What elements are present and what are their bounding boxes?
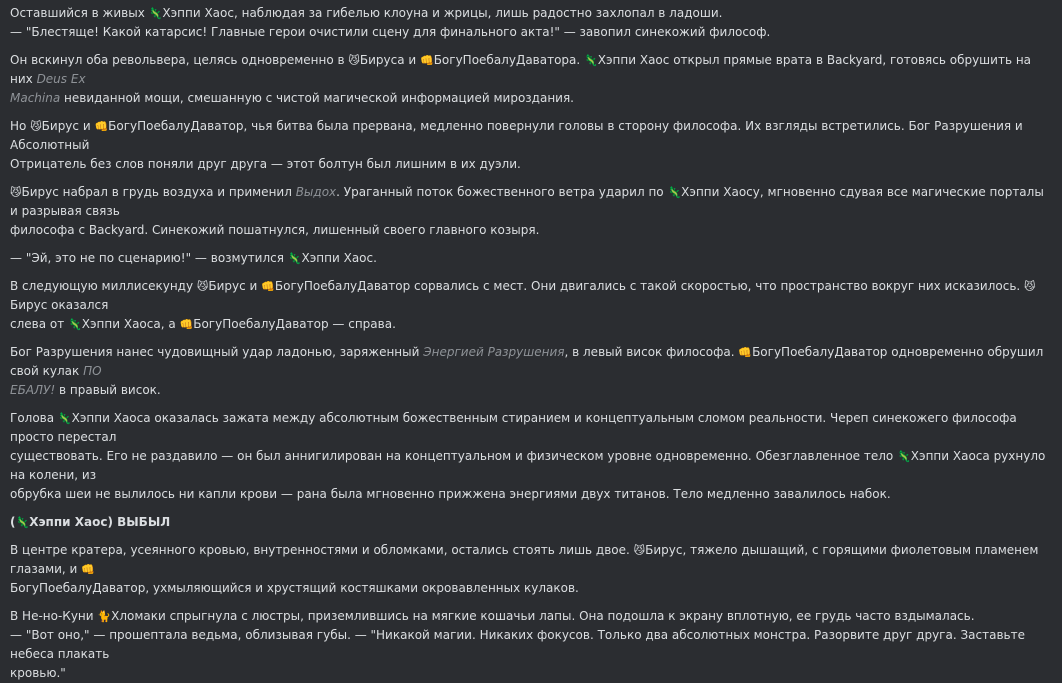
message-line (10, 51, 1052, 89)
message-text: . (576, 53, 585, 67)
message-text: рухнуло на колени, из (10, 449, 1046, 482)
character-mention[interactable]: Хэппи Хаос (301, 251, 374, 265)
message-line (10, 249, 1052, 268)
character-emoji-icon: 👊 (94, 120, 109, 133)
character-emoji-icon: 🦎 (584, 54, 598, 67)
italic-ability-text: ЕБАЛУ! (10, 383, 56, 397)
character-emoji-icon: 🦎 (897, 450, 911, 463)
italic-ability-text: Deus Ex (36, 72, 86, 86)
message-text: — справа. (328, 317, 396, 331)
message-text: , ухмыляющийся и хрустящий костяшками окровавленных кулаков. (145, 581, 579, 595)
character-emoji-icon: 👊 (419, 54, 434, 67)
message-text: , а (160, 317, 180, 331)
character-mention[interactable]: Бирус (41, 119, 80, 133)
message-text: Оставшийся в живых (10, 6, 149, 20)
message-text: — "Эй, это не по сценарию!" — возмутился (10, 251, 288, 265)
message-line (10, 4, 1052, 23)
character-mention[interactable]: Хэппи Хаосу (681, 185, 760, 199)
character-emoji-icon: 🦎 (667, 186, 682, 199)
message-line (10, 117, 1052, 155)
message-text: . Ураганный поток божественного ветра ударил по (336, 185, 668, 199)
message-text: одновременно обрушил свой кулак (10, 345, 1044, 378)
character-emoji-icon: 🦎 (15, 516, 30, 529)
message-text: Бог Разрушения нанес чудовищный удар ладонью, заряженный (10, 345, 424, 359)
character-emoji-icon: 🦎 (148, 7, 163, 20)
italic-ability-text: Machina (10, 91, 61, 105)
message-text: , тяжело дышащий, с горящими фиолетовым пламенем глазами, и (10, 543, 1039, 576)
character-mention[interactable]: БогуПоебалуДаватор (108, 119, 244, 133)
italic-ability-text: Выдох (295, 185, 337, 199)
character-mention[interactable]: Хэппи Хаос (162, 6, 234, 20)
character-mention[interactable]: Хэппи Хаоса (910, 449, 990, 463)
character-emoji-icon: 😼 (196, 280, 209, 293)
message-text: в правый висок. (55, 383, 161, 397)
message-line (10, 277, 1052, 315)
character-mention[interactable]: Бирус (21, 185, 59, 199)
message-paragraph (10, 277, 1052, 334)
message-line (10, 23, 1052, 42)
message-text: , мгновенно сдувая все магические порталы и разрывая связь (10, 185, 1044, 218)
message-text: В следующую миллисекунду (10, 279, 197, 293)
message-text: В Не-но-Куни (10, 609, 98, 623)
message-text: кровью." (10, 666, 66, 680)
character-mention[interactable]: Бирус (208, 279, 246, 293)
message-text: оказался (47, 298, 109, 312)
character-mention[interactable]: БогуПоебалуДаватор (193, 317, 329, 331)
character-mention[interactable]: БогуПоебалуДаватор (10, 581, 146, 595)
message-line (10, 221, 1052, 240)
message-line (10, 183, 1052, 221)
message-text: . (373, 251, 377, 265)
message-text: , наблюдая за гибелью клоуна и жрицы, лишь радостно захлопал в ладоши. (233, 6, 723, 20)
message-line (10, 607, 1052, 626)
message-paragraph (10, 4, 1052, 42)
message-line (10, 541, 1052, 579)
message-text: слева от (10, 317, 69, 331)
character-emoji-icon: 🦎 (68, 318, 82, 331)
message-text: — "Блестяще! Какой катарсис! Главные герои очистили сцену для финального акта!" — завопил синекожий философ. (10, 25, 771, 39)
character-emoji-icon: 👊 (179, 318, 194, 331)
character-mention[interactable]: БогуПоебалуДаватора (433, 53, 577, 67)
message-paragraph (10, 541, 1052, 598)
message-text: Отрицатель без слов поняли друг друга — этот болтун был лишним в их дуэли. (10, 157, 521, 171)
message-text: набрал в грудь воздуха и применил (58, 185, 296, 199)
message-paragraph (10, 513, 1052, 532)
message-text: оказалась зажата между абсолютным божественным стиранием и концептуальным сломом реальности. Череп синекожего философа просто перестал (10, 411, 1017, 444)
message-text: Но (10, 119, 31, 133)
message-line (10, 343, 1052, 381)
character-mention[interactable]: Бируса (359, 53, 405, 67)
character-emoji-icon: 🦎 (57, 412, 72, 425)
message-text: — "Вот оно," — прошептала ведьма, облизывая губы. — "Никакой магии. Никаких фокусов. Только два абсолютных монстра. Разорвите друг друга. Заставьте небеса плакать (10, 628, 1025, 661)
character-mention[interactable]: Бирус (645, 543, 683, 557)
message-line (10, 315, 1052, 334)
character-mention[interactable]: Хэппи Хаоса (81, 317, 161, 331)
message-text: В центре кратера, усеянного кровью, внутренностями и обломками, остались стоять лишь двое. (10, 543, 634, 557)
message-text: существовать. Его не раздавило — он был аннигилирован на концептуальном и физическом уровне одновременно. Обезглавленное тело (10, 449, 898, 463)
message-line (10, 409, 1052, 447)
message-text: и (404, 53, 420, 67)
character-emoji-icon: 😼 (633, 544, 646, 557)
message-paragraph (10, 409, 1052, 504)
character-emoji-icon: 🦎 (287, 252, 302, 265)
message-text: и (79, 119, 95, 133)
character-emoji-icon: 🐈 (97, 610, 112, 623)
message-text: открыл прямые врата в Backyard, готовясь обрушить на них (10, 53, 1032, 86)
message-paragraph (10, 51, 1052, 108)
character-emoji-icon: 👊 (81, 563, 95, 576)
message-text: , чья битва была прервана, медленно повернули головы в сторону философа. Их взгляды встретились. Бог Разрушения и Абсолютный (10, 119, 1023, 152)
character-mention[interactable]: Хломаки (111, 609, 166, 623)
message-line (10, 579, 1052, 598)
italic-ability-text: Энергией Разрушения (423, 345, 565, 359)
message-text: Он вскинул оба револьвера, целясь одновременно в (10, 53, 349, 67)
message-paragraph (10, 343, 1052, 400)
message-text: обрубка шеи не вылилось ни капли крови — рана была мгновенно прижжена энергиями двух титанов. Тело медленно завалилось набок. (10, 487, 891, 501)
message-text: невиданной мощи, смешанную с чистой магической информацией мироздания. (60, 91, 574, 105)
message-line (10, 89, 1052, 108)
message-paragraph (10, 607, 1052, 683)
bold-status-text: Хэппи Хаос (29, 515, 108, 529)
character-emoji-icon: 😼 (30, 120, 42, 133)
message-line (10, 513, 1052, 532)
italic-ability-text: ПО (83, 364, 102, 378)
message-line (10, 664, 1052, 683)
message-line (10, 447, 1052, 485)
bold-status-text: ) ВЫБЫЛ (107, 515, 171, 529)
bold-status-text: ( (10, 515, 16, 529)
message-text: философа с Backyard. Синекожий пошатнулся, лишенный своего главного козыря. (10, 223, 540, 237)
character-emoji-icon: 👊 (261, 280, 275, 293)
character-mention[interactable]: Хэппи Хаос (597, 53, 670, 67)
message-line (10, 155, 1052, 174)
message-text: , в левый висок философа. (564, 345, 739, 359)
character-mention[interactable]: БогуПоебалуДаватор (274, 279, 411, 293)
message-paragraph (10, 249, 1052, 268)
message-text: сорвались с мест. Они двигались с такой скоростью, что пространство вокруг них исказилось. (410, 279, 1025, 293)
message-text: Голова (10, 411, 58, 425)
character-mention[interactable]: Бирус (10, 298, 48, 312)
message-line (10, 381, 1052, 400)
message-line (10, 626, 1052, 664)
character-emoji-icon: 👊 (738, 346, 753, 359)
message-paragraph (10, 117, 1052, 174)
message-text: спрыгнула с люстры, приземлившись на мягкие кошачьи лапы. Она подошла к экрану вплотную, ее грудь часто вздымалась. (165, 609, 975, 623)
message-paragraph (10, 183, 1052, 240)
message-line (10, 485, 1052, 504)
character-mention[interactable]: Хэппи Хаоса (71, 411, 151, 425)
character-emoji-icon: 😼 (1024, 280, 1036, 293)
character-mention[interactable]: БогуПоебалуДаватор (752, 345, 888, 359)
message-text: и (245, 279, 262, 293)
character-emoji-icon: 😼 (348, 54, 360, 67)
character-emoji-icon: 😼 (10, 186, 22, 199)
